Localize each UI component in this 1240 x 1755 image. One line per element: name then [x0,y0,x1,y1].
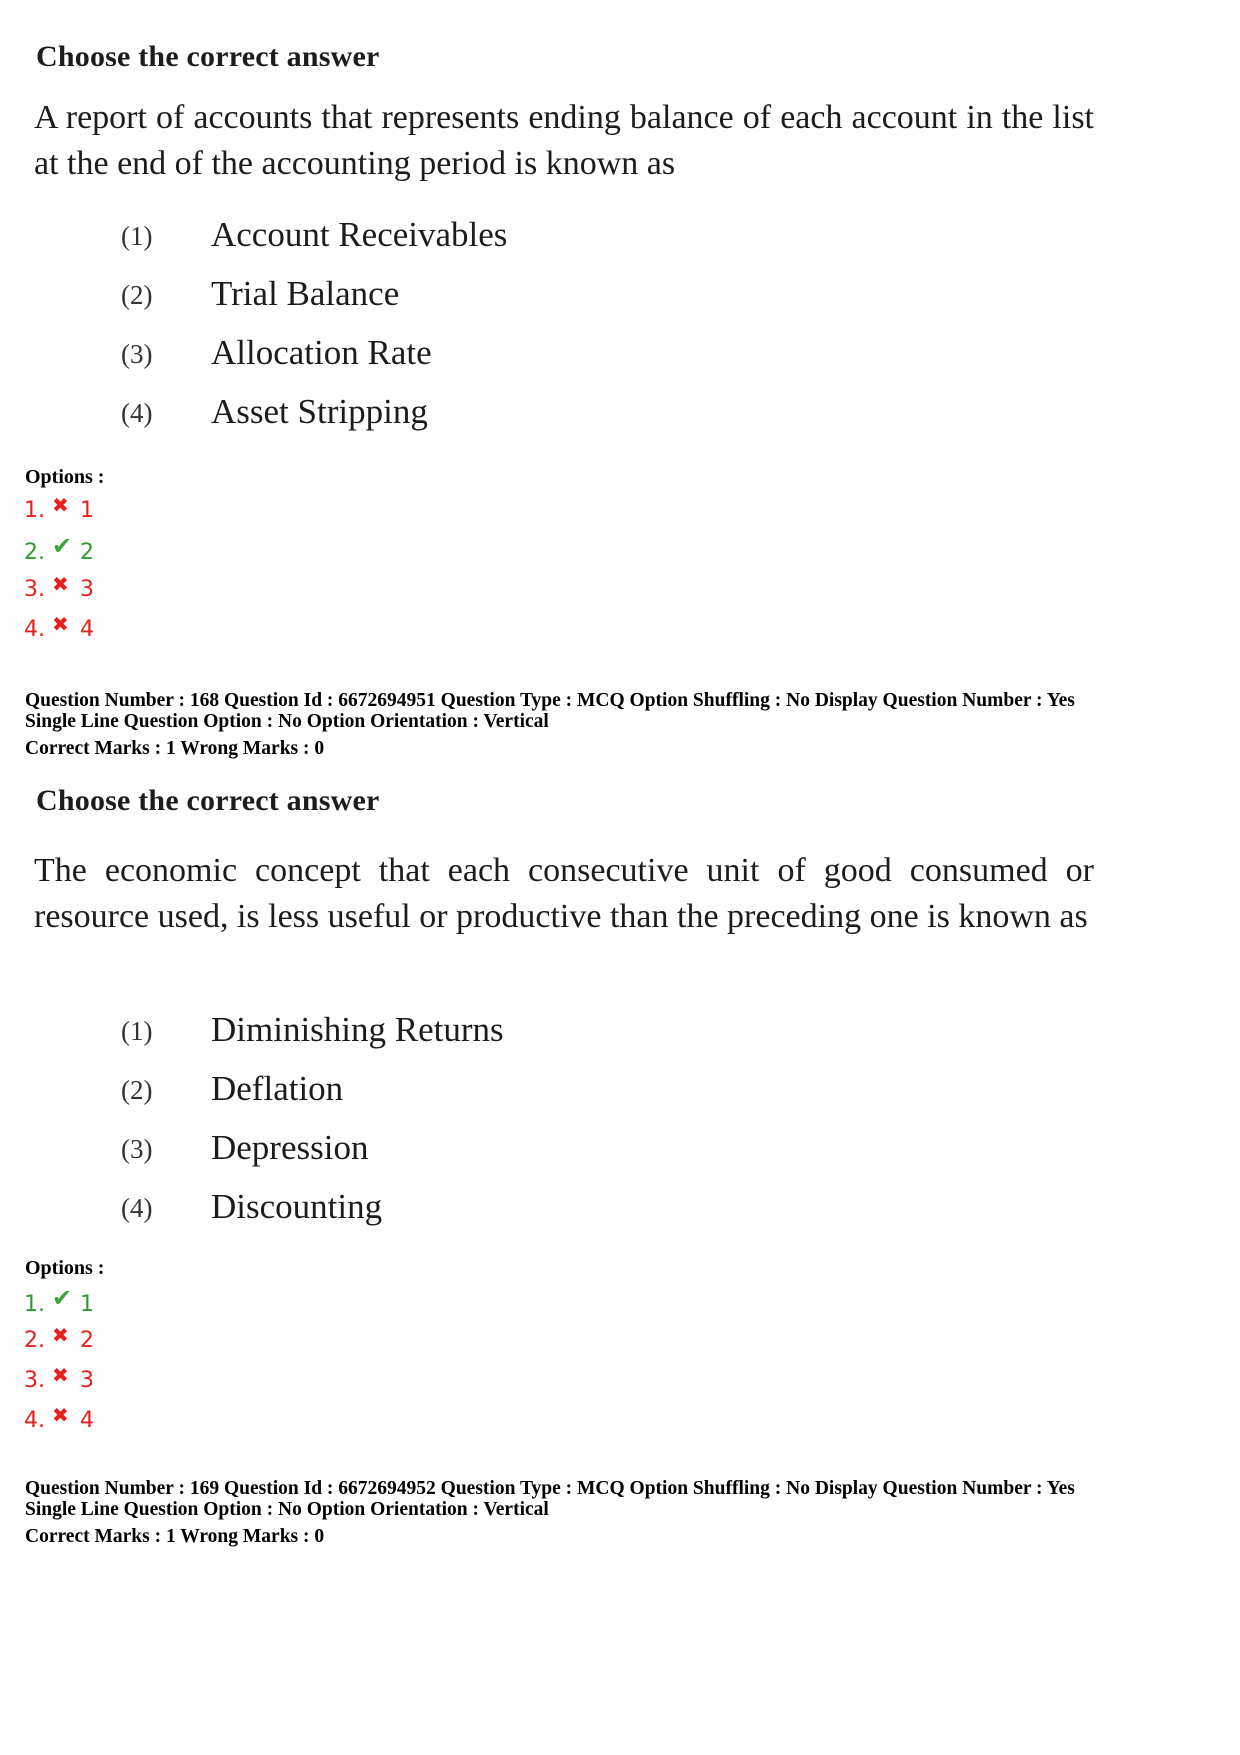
choice-text: Trial Balance [211,274,400,313]
choice-text: Diminishing Returns [211,1010,504,1049]
question-text: A report of accounts that represents ending balance of each account in the list at the end of the accounting period is known as [34,99,1094,182]
option-index: 1. [24,1292,45,1317]
meta-line: Question Number : 169 Question Id : 6672694952 Question Type : MCQ Option Shuffling : No Display Question Number : Yes [25,1478,1075,1499]
choice-item [0,274,800,314]
choice-item [0,1069,800,1109]
choice-item [0,392,800,432]
choice-number: (1) [121,1016,153,1046]
option-value: 1 [80,1292,94,1317]
option-row [24,493,94,528]
question-meta [25,690,1075,759]
option-index: 4. [24,617,45,642]
choice-text: Asset Stripping [211,392,428,431]
choice-item [0,1128,800,1168]
cross-icon: ✖ [52,1403,69,1427]
choice-number: (3) [121,1134,153,1164]
option-value: 3 [80,577,94,602]
option-index: 3. [24,1368,45,1393]
option-value: 2 [80,540,94,565]
option-index: 4. [24,1408,45,1433]
option-value: 3 [80,1368,94,1393]
choice-number: (2) [121,1075,153,1105]
option-row [24,1284,94,1319]
option-row [24,532,94,567]
question-text: The economic concept that each consecutive unit of good consumed or resource used, is less useful or productive than the preceding one is known as [34,852,1094,935]
option-index: 2. [24,1328,45,1353]
choice-text: Depression [211,1128,369,1167]
option-row [24,1403,94,1438]
options-label: Options : [25,1257,105,1279]
check-icon: ✔ [52,532,73,560]
options-label: Options : [25,466,105,488]
meta-line: Correct Marks : 1 Wrong Marks : 0 [25,1526,325,1547]
option-value: 2 [80,1328,94,1353]
cross-icon: ✖ [52,493,69,517]
choice-item [0,1010,800,1050]
choice-number: (4) [121,398,153,428]
question-meta [25,1478,1075,1547]
choice-number: (4) [121,1193,153,1223]
choice-text: Discounting [211,1187,383,1226]
choice-number: (2) [121,280,153,310]
cross-icon: ✖ [52,612,69,636]
meta-line: Correct Marks : 1 Wrong Marks : 0 [25,738,325,759]
option-value: 1 [80,498,94,523]
cross-icon: ✖ [52,1363,69,1387]
question-heading: Choose the correct answer [36,784,380,817]
option-index: 3. [24,577,45,602]
choice-item [0,333,800,373]
choice-item [0,215,800,255]
option-row [24,1363,94,1398]
meta-line: Single Line Question Option : No Option Orientation : Vertical [25,1499,549,1520]
choice-number: (1) [121,221,153,251]
cross-icon: ✖ [52,1323,69,1347]
option-index: 2. [24,540,45,565]
option-row [24,572,94,607]
choice-text: Account Receivables [211,215,508,254]
meta-line: Single Line Question Option : No Option Orientation : Vertical [25,711,549,732]
option-value: 4 [80,1408,94,1433]
option-row [24,612,94,647]
check-icon: ✔ [52,1284,73,1312]
question-heading: Choose the correct answer [36,40,380,73]
option-row [24,1323,94,1358]
choice-text: Allocation Rate [211,333,432,372]
choice-text: Deflation [211,1069,344,1108]
option-value: 4 [80,617,94,642]
cross-icon: ✖ [52,572,69,596]
option-index: 1. [24,498,45,523]
choice-item [0,1187,800,1227]
choice-number: (3) [121,339,153,369]
meta-line: Question Number : 168 Question Id : 6672694951 Question Type : MCQ Option Shuffling : No Display Question Number : Yes [25,690,1075,711]
